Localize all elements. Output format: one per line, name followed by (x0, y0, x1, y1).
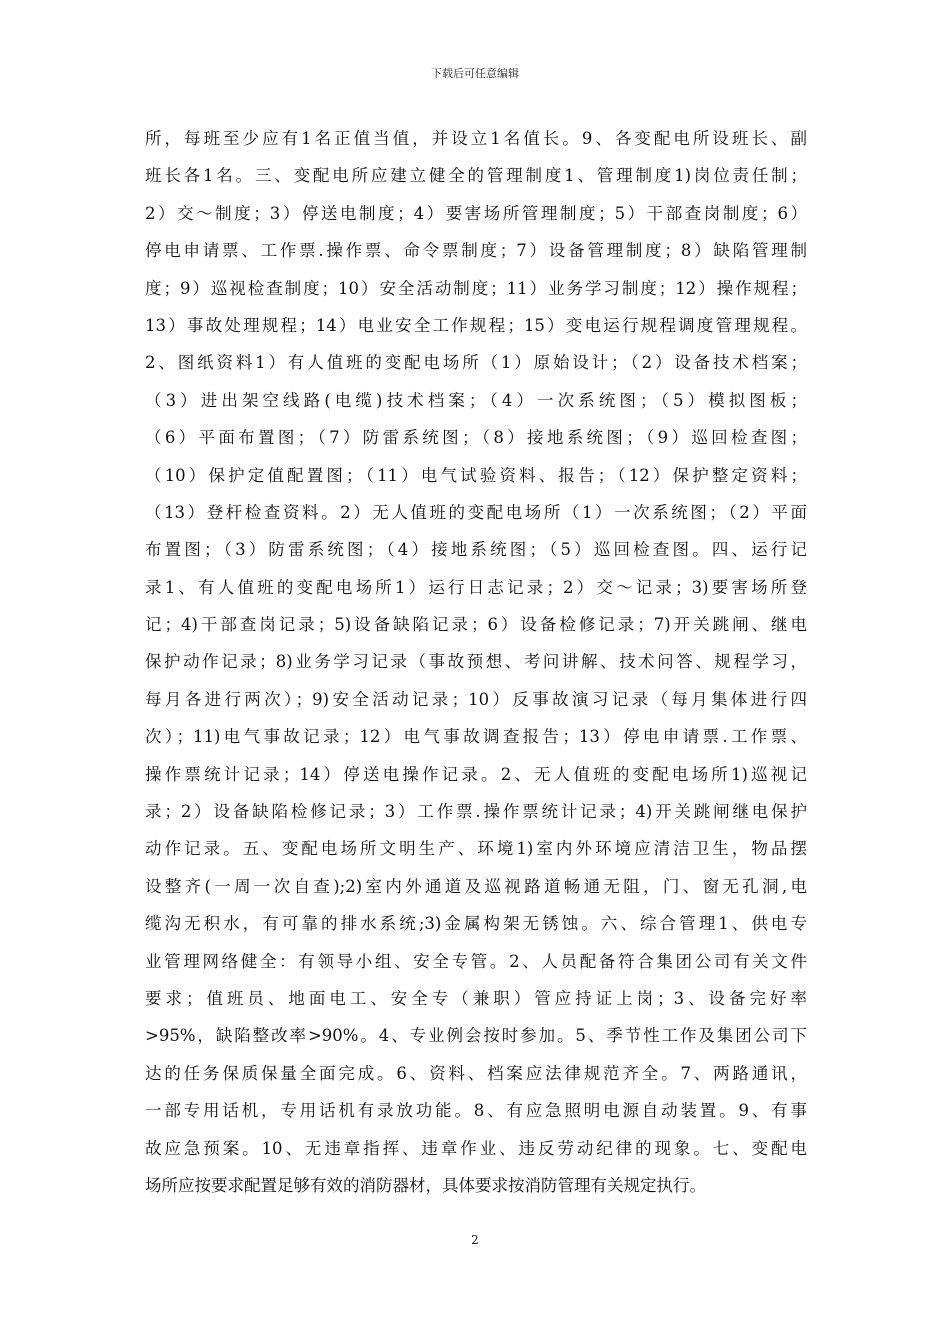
text-line: 故应急预案。10、无违章指挥、违章作业、违反劳动纪律的现象。七、变配电 (145, 1138, 807, 1158)
text-line: （6）平面布置图；（7）防雷系统图；（8）接地系统图；（9）巡回检查图； (145, 428, 807, 448)
text-line: 业管理网络健全：有领导小组、安全专管。2、人员配备符合集团公司有关文件 (145, 951, 807, 971)
text-line: 班长各1名。三、变配电所应建立健全的管理制度1、管理制度1)岗位责任制； (145, 166, 807, 186)
text-line: 次）；11)电气事故记录；12）电气事故调查报告；13）停电申请票.工作票、 (145, 727, 807, 747)
text-line: 录；2）设备缺陷检修记录；3）工作票.操作票统计记录；4)开关跳闸继电保护 (145, 802, 807, 822)
text-line: 一部专用话机，专用话机有录放功能。8、有应急照明电源自动装置。9、有事 (145, 1101, 807, 1121)
text-line: 动作记录。五、变配电场所文明生产、环境1)室内外环境应清洁卫生，物品摆 (145, 839, 807, 859)
text-line: 2）交～制度；3）停送电制度；4）要害场所管理制度；5）干部查岗制度；6） (145, 203, 807, 223)
text-line: 所，每班至少应有1名正值当值，并设立1名值长。9、各变配电所设班长、副 (145, 129, 807, 148)
text-line: >95%，缺陷整改率>90%。4、专业例会按时参加。5、季节性工作及集团公司下 (145, 1026, 807, 1046)
text-line: 保护动作记录；8)业务学习记录（事故预想、考问讲解、技术问答、规程学习， (145, 652, 807, 672)
text-line: 记；4)干部查岗记录；5)设备缺陷记录；6）设备检修记录；7)开关跳闸、继电 (145, 615, 807, 635)
text-line: 达的任务保质保量全面完成。6、资料、档案应法律规范齐全。7、两路通讯， (145, 1063, 807, 1083)
text-line: 布置图；（3）防雷系统图；（4）接地系统图；（5）巡回检查图。四、运行记 (145, 540, 807, 560)
page-number: 2 (471, 1233, 479, 1247)
text-line: 操作票统计记录；14）停送电操作记录。2、无人值班的变配电场所1)巡视记 (145, 764, 807, 784)
text-line: 录1、有人值班的变配电场所1）运行日志记录；2）交～记录；3)要害场所登 (145, 577, 807, 597)
page-header-note: 下载后可任意编辑 (431, 67, 519, 80)
text-line: 度；9）巡视检查制度；10）安全活动制度；11）业务学习制度；12）操作规程； (145, 278, 807, 298)
text-line: （13）登杆检查资料。2）无人值班的变配电场所（1）一次系统图；（2）平面 (145, 502, 807, 522)
text-line: 13）事故处理规程；14）电业安全工作规程；15）变电运行规程调度管理规程。 (145, 315, 807, 335)
text-line: 要求；值班员、地面电工、安全专（兼职）管应持证上岗；3、设备完好率 (145, 988, 807, 1008)
text-line: 设整齐(一周一次自查);2)室内外通道及巡视路道畅通无阻，门、窗无孔洞,电 (145, 876, 807, 896)
text-line: 停电申请票、工作票.操作票、命令票制度；7）设备管理制度；8）缺陷管理制 (145, 241, 807, 261)
text-line: 场所应按要求配置足够有效的消防器材，具体要求按消防管理有关规定执行。 (145, 1175, 706, 1195)
text-line: 缆沟无积水，有可靠的排水系统;3)金属构架无锈蚀。六、综合管理1、供电专 (145, 914, 807, 934)
text-line: （10）保护定值配置图；（11）电气试验资料、报告；（12）保护整定资料； (145, 465, 807, 485)
text-line: 每月各进行两次）；9)安全活动记录；10）反事故演习记录（每月集体进行四 (145, 689, 807, 709)
document-body (145, 120, 807, 1204)
text-line: （3）进出架空线路(电缆)技术档案；（4）一次系统图；（5）模拟图板； (145, 390, 807, 410)
text-line: 2、图纸资料1）有人值班的变配电场所（1）原始设计；（2）设备技术档案； (145, 353, 807, 373)
